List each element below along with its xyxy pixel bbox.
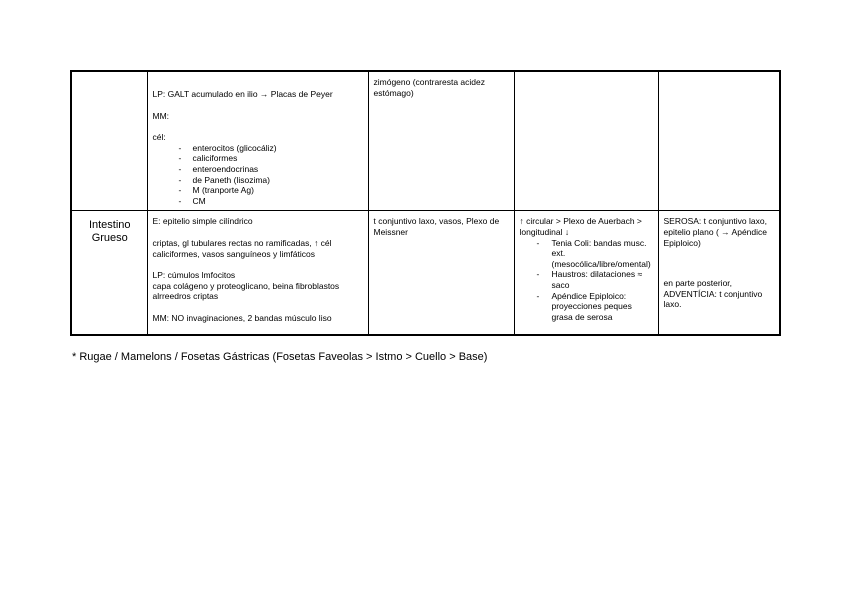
list-item-enterocitos: - enterocitos (glicocáliz): [153, 143, 364, 154]
cell-muscular-notes: [514, 211, 658, 335]
table-row-large-intestine: [71, 211, 780, 335]
cell-row-label: [71, 211, 147, 335]
cell-empty-submucosa: [514, 71, 658, 211]
list-item-cm: - CM: [153, 196, 364, 207]
e-line: E: epitelio simple cilíndrico: [152, 216, 253, 227]
list-item-enteroendocrinas: - enteroendocrinas: [153, 164, 364, 175]
submucosa-line: t conjuntivo laxo, vasos, Plexo de Meissner: [373, 216, 500, 237]
cell-mucosa-notes: [147, 211, 368, 335]
cell-epithelium-notes: [147, 71, 368, 211]
row-label-text: Intestino Grueso: [88, 219, 131, 245]
criptas-line: criptas, gl tubulares rectas no ramificadas, ↑ cél caliciformes, vasos sanguíneos y limfáticos: [152, 237, 332, 259]
list-item-tenia-coli: - Tenia Coli: bandas musc. ext. (mesocólica/libre/omental): [520, 238, 654, 270]
cell-submucosa-notes: [368, 211, 514, 335]
cell-empty-serosa: [658, 71, 780, 211]
cell-glands-notes: [368, 71, 514, 211]
cell-types-list: [153, 143, 364, 207]
muscular-features-list: [520, 238, 654, 323]
mm-line: MM:: [152, 110, 170, 121]
list-item-apendice-epiploico: - Apéndice Epiploico: proyecciones peques grasa de serosa: [520, 291, 654, 323]
histology-notes-table: [70, 70, 781, 336]
lp-galt-line: LP: GALT acumulado en ilio → Placas de Peyer: [152, 89, 333, 99]
muscular-header-line: ↑ circular > Plexo de Auerbach > longitudinal ↓: [519, 216, 642, 237]
table-row-small-intestine-continued: [71, 71, 780, 211]
capa-line: capa colágeno y proteoglicano, beina fibroblastos alrreedros criptas: [152, 280, 340, 302]
list-item-haustros: - Haustros: dilataciones ≈ saco: [520, 269, 654, 290]
zimogeno-line: zimógeno (contraresta acidez estómago): [373, 77, 486, 98]
cel-line: cél:: [152, 132, 166, 143]
cell-serosa-notes: [658, 211, 780, 335]
list-item-m: - M (tranporte Ag): [153, 185, 364, 196]
list-item-paneth: - de Paneth (lisozima): [153, 175, 364, 186]
lp-line: LP: cúmulos lmfocitos: [152, 270, 236, 281]
adventicia-line: en parte posterior, ADVENTÍCIA: t conjuntivo laxo.: [663, 278, 763, 310]
serosa-line: SEROSA: t conjuntivo laxo, epitelio plano ( → Apéndice Epiploico): [663, 216, 767, 248]
mm-line: MM: NO invaginaciones, 2 bandas músculo liso: [152, 312, 332, 323]
list-item-caliciformes: - caliciformes: [153, 153, 364, 164]
footnote: * Rugae / Mamelons / Fosetas Gástricas (Fosetas Faveolas > Istmo > Cuello > Base): [72, 351, 488, 363]
cell-row-label-empty: [71, 71, 147, 211]
